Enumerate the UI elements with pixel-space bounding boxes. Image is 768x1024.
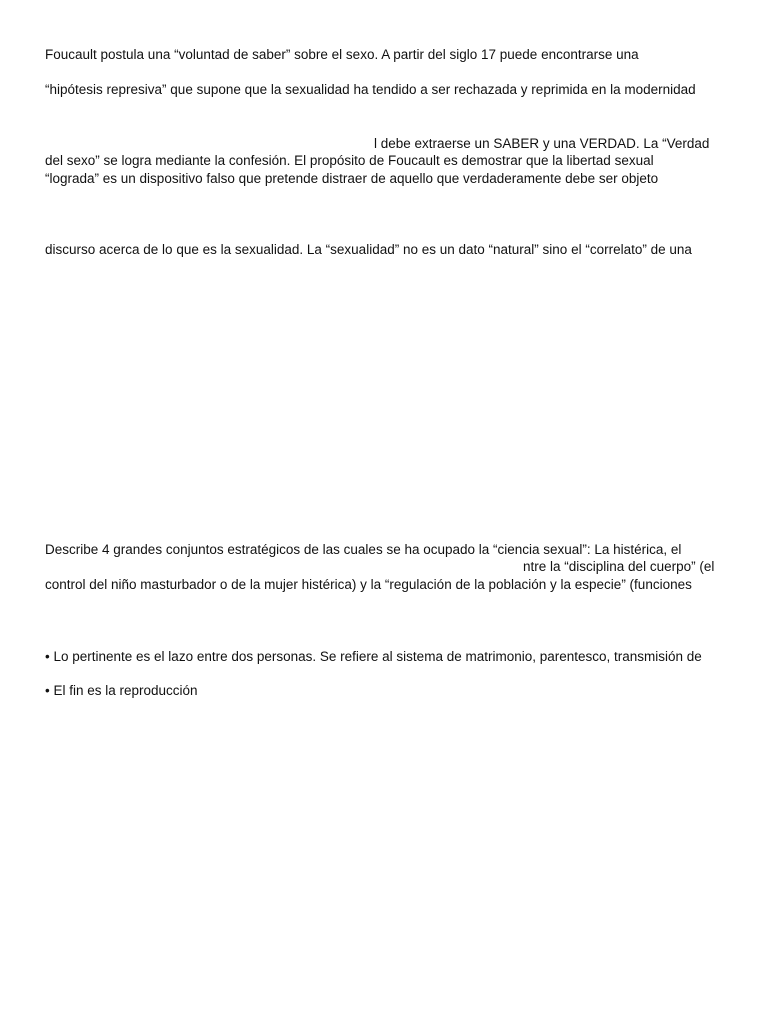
text-line: “lograda” es un dispositivo falso que pretende distraer de aquello que verdaderamente debe ser objeto [45,171,659,186]
text-line: Describe 4 grandes conjuntos estratégicos de las cuales se ha ocupado la “ciencia sexual”: La histérica, el [45,542,682,557]
bullet-item: • Lo pertinente es el lazo entre dos personas. Se refiere al sistema de matrimonio, parentesco, transmisión de [45,649,702,664]
text-line: control del niño masturbador o de la mujer histérica) y la “regulación de la población y la especie” (funciones [45,577,692,592]
text-line: “hipótesis represiva” que supone que la sexualidad ha tendido a ser rechazada y reprimida en la modernidad [45,82,696,97]
text-line: Foucault postula una “voluntad de saber” sobre el sexo. A partir del siglo 17 puede encontrarse una [45,47,639,62]
text-line: ntre la “disciplina del cuerpo” (el [523,559,715,574]
bullet-item: • El fin es la reproducción [45,683,198,698]
text-line: l debe extraerse un SABER y una VERDAD. La “Verdad [374,136,710,151]
text-line: del sexo” se logra mediante la confesión. El propósito de Foucault es demostrar que la libertad sexual [45,153,654,168]
text-line: discurso acerca de lo que es la sexualidad. La “sexualidad” no es un dato “natural” sino el “correlato” de una [45,242,692,257]
